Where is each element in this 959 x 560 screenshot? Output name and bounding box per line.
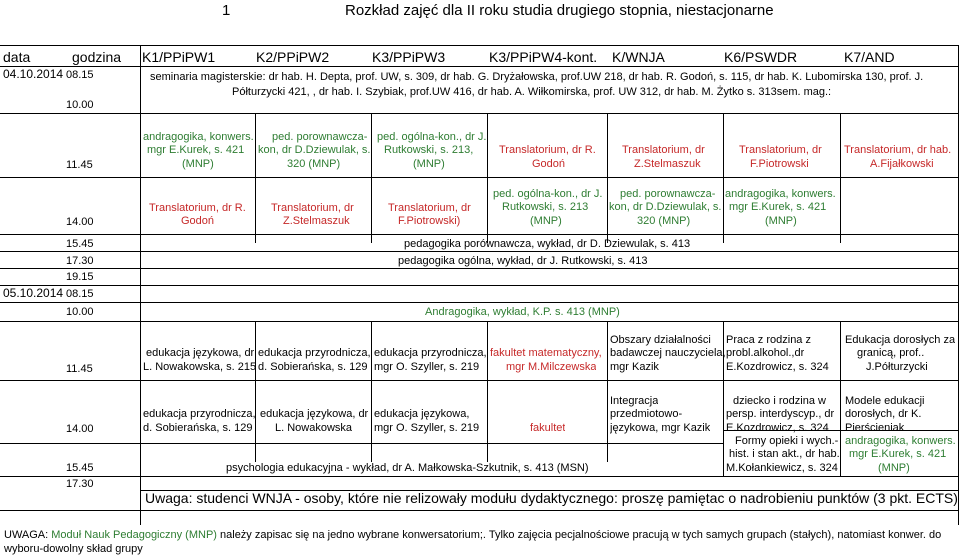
d2-1145-c7-l2: granicą, prof.. (857, 347, 925, 359)
d2-1400-c7-l2: dorosłych, dr K. (845, 408, 922, 420)
d1-1400-c4-l2: Rutkowski, s. 213 (502, 201, 589, 213)
d2-1400-c5-l2: przedmiotowo- (610, 408, 683, 420)
header-col-7: K7/AND (844, 49, 895, 65)
d1-1145-c4-l2: Godoń (532, 158, 566, 170)
d2-1400-c7-l3: Pierścieniak (845, 422, 905, 434)
d2-1145-c5-l1: Obszary działalności (610, 334, 711, 346)
d2-1145-c6-l3: E.Kozdrowicz, s. 324 (726, 361, 829, 373)
d2-1400-c3-l2: mgr O. Szyller, s. 219 (374, 422, 480, 434)
day2-time-1145: 11.45 (66, 363, 93, 375)
day2-date: 05.10.2014 (3, 286, 64, 300)
d2-1400-c6-l4: Formy opieki i wych.- (735, 435, 839, 447)
d1-1145-c2-l3: 320 (MNP) (287, 158, 341, 170)
d2-1400-c6-l5: hist. i stan akt., dr hab. (729, 448, 840, 460)
d2-1400-c5-l3: językowa, mgr Kazik (610, 422, 711, 434)
d1-1145-c5-l1: Translatorium, dr (622, 144, 705, 156)
d2-1400-c3-l1: edukacja językowa, (374, 408, 470, 420)
d1-1400-c5-l2: kon, dr D.Dziewulak, s. (609, 201, 722, 213)
day1-time-1730: 17.30 (66, 255, 94, 267)
d1-1400-c5-l3: 320 (MNP) (637, 215, 691, 227)
d1-1400-c1-l2: Godoń (181, 215, 215, 227)
day1-time-1400: 14.00 (66, 216, 94, 228)
day1-time-1915: 19.15 (66, 271, 94, 283)
day1-time-1145: 11.45 (66, 159, 93, 171)
day1-time-0815: 08.15 (66, 69, 94, 81)
d1-1145-c7-l1: Translatorium, dr hab. (844, 144, 952, 156)
d1-1400-c6-l3: (MNP) (765, 215, 797, 227)
day1-seminar-line1: seminaria magisterskie: dr hab. H. Depta, prof. UW, s. 309, dr hab. G. Dryżałowska, prof.UW 218, dr hab. R. Godoń, s. 115, dr hab. K. Lubomirska 130, prof. J. (150, 71, 924, 83)
day1-seminar-line2: Półturzycki 421, , dr hab. I. Szybiak, prof.UW 416, dr hab. A. Wiłkomirska, prof. UW 312, dr hab. M. Żytko s. 313sem. mag.: (232, 86, 832, 98)
d1-1145-c2-l1: ped. porownawcza- (272, 131, 368, 143)
d2-1145-c5-l3: mgr Kazik (610, 361, 659, 373)
day1-1545-lecture: pedagogika porównawcza, wykład, dr D. Dziewulak, s. 413 (404, 238, 691, 250)
day2-1000-lecture: Andragogika, wykład, K.P. s. 413 (MNP) (425, 306, 620, 318)
d1-1400-c3-l1: Translatorium, dr (388, 202, 471, 214)
day2-time-0815: 08.15 (66, 288, 94, 300)
d1-1400-c6-l1: andragogika, konwers. (725, 188, 836, 200)
d1-1145-c3-l1: ped. ogólna-kon., dr J. (377, 131, 487, 143)
day1-time-1545: 15.45 (66, 238, 94, 250)
d2-1145-c2-l2: d. Sobierańska, s. 129 (258, 361, 368, 373)
d1-1145-c5-l2: Z.Stelmaszuk (634, 158, 701, 170)
d2-1145-c6-l1: Praca z rodzina z (726, 334, 811, 346)
footer-line2: wyboru-dowolny skład grupy (4, 543, 143, 555)
d1-1400-c5-l1: ped. porownawcza- (620, 188, 716, 200)
title-number: 1 (222, 2, 231, 19)
header-col-3: K3/PPiPW3 (372, 49, 446, 65)
d2-1400-c2-l1: edukacja językowa, dr (260, 408, 369, 420)
d1-1145-c1-l3: (MNP) (182, 158, 214, 170)
footer-mnp: Moduł Nauk Pedagogiczny (MNP) (51, 529, 217, 541)
header-col-2: K2/PPiPW2 (256, 49, 330, 65)
d2-1400-c6-l6: M.Kołankiewicz, s. 324 (726, 462, 838, 474)
footer-line1 (4, 528, 941, 542)
d2-1145-c4-l2: mgr M.Milczewska (506, 361, 597, 373)
d1-1145-c3-l2: Rutkowski, s. 213, (384, 144, 474, 156)
d2-1400-c7-l1: Modele edukacji (845, 395, 925, 407)
d2-1400-c4-l1: fakultet (530, 422, 566, 434)
d2-1145-c6-l2: probl.alkohol.,dr (726, 347, 805, 359)
d1-1145-c1-l1: andragogika, konwers. (143, 131, 254, 143)
header-col-1: K1/PPiPW1 (142, 49, 216, 65)
d1-1145-c2-l2: kon, dr D.Dziewulak, s. (258, 144, 371, 156)
d1-1400-c2-l2: Z.Stelmaszuk (283, 215, 350, 227)
day1-time-1000: 10.00 (66, 99, 94, 111)
d1-1400-c4-l3: (MNP) (530, 215, 562, 227)
header-col-6: K6/PSWDR (724, 49, 798, 65)
day2-time-1400: 14.00 (66, 423, 94, 435)
footer-prefix: UWAGA: (4, 529, 52, 541)
d2-1145-c7-l1: Edukacja dorosłych za (845, 334, 956, 346)
header-data: data (3, 49, 31, 65)
d1-1400-c6-l2: mgr E.Kurek, s. 421 (729, 201, 827, 213)
day2-time-1730: 17.30 (66, 478, 94, 490)
day2-1545-lecture: psychologia edukacyjna - wykład, dr A. Małkowska-Szkutnik, s. 413 (MSN) (226, 462, 589, 474)
d2-1400-c7-l5: mgr E.Kurek, s. 421 (849, 448, 947, 460)
d1-1400-c1-l1: Translatorium, dr R. (149, 202, 246, 214)
d1-1145-c6-l1: Translatorium, dr (739, 144, 822, 156)
d2-1400-c1-l1: edukacja przyrodnicza, (143, 408, 256, 420)
d2-1145-c5-l2: badawczej nauczyciela, (610, 347, 726, 359)
d2-1400-c6-l1: dziecko i rodzina w (733, 395, 826, 407)
d2-1145-c7-l3: J.Półturzycki (866, 361, 928, 373)
header-col-4: K3/PPiPW4-kont. (489, 49, 598, 65)
d1-1145-c6-l2: F.Piotrowski (750, 158, 809, 170)
header-col-5: K/WNJA (612, 49, 665, 65)
d2-1145-c3-l2: mgr O. Szyller, s. 219 (374, 361, 480, 373)
d1-1145-c7-l2: A.Fijałkowski (870, 158, 934, 170)
d2-1145-c1-l2: L. Nowakowska, s. 215 (143, 361, 257, 373)
d2-1400-c2-l2: L. Nowakowska (275, 422, 353, 434)
day2-time-1000: 10.00 (66, 306, 94, 318)
d2-1145-c3-l1: edukacja przyrodnicza, (374, 347, 487, 359)
d2-1400-c7-l4: andragogika, konwers. (845, 435, 956, 447)
day2-time-1545: 15.45 (66, 462, 94, 474)
d2-1145-c1-l1: edukacja językowa, dr (146, 347, 255, 359)
d2-1400-c5-l1: Integracja (610, 395, 659, 407)
header-godzina: godzina (72, 49, 122, 65)
d2-1400-c6-l3: E.Kozdrowicz, s. 324 (726, 422, 829, 434)
wnja-notice: Uwaga: studenci WNJA - osoby, które nie relizowały modułu dydaktycznego: proszę pamiętac o nadrobieniu punktów (3 pkt. ECTS) (145, 490, 958, 506)
page-title: Rozkład zajęć dla II roku studia drugiego stopnia, niestacjonarne (345, 2, 774, 19)
d2-1400-c6-l2: persp. interdyscyp., dr (726, 408, 835, 420)
d1-1400-c4-l1: ped. ogólna-kon., dr J. (493, 188, 603, 200)
footer-rest: należy zapisac się na jedno wybrane konwersatorium;. Tylko zajęcia pecjalnościowe pracują w tych samych grupach (stałych), natomiast konwer. do (216, 529, 942, 541)
d1-1400-c2-l1: Translatorium, dr (271, 202, 354, 214)
d1-1145-c3-l3: (MNP) (413, 158, 445, 170)
d1-1400-c3-l2: F.Piotrowski) (398, 215, 461, 227)
d1-1145-c4-l1: Translatorium, dr R. (499, 144, 596, 156)
d2-1400-c7-l6: (MNP) (878, 462, 910, 474)
day1-date: 04.10.2014 (3, 67, 64, 81)
d2-1145-c2-l1: edukacja przyrodnicza, (258, 347, 371, 359)
d2-1145-c4-l1: fakultet matematyczny, (490, 347, 602, 359)
day1-1730-lecture: pedagogika ogólna, wykład, dr J. Rutkowski, s. 413 (398, 255, 648, 267)
d1-1145-c1-l2: mgr E.Kurek, s. 421 (147, 144, 245, 156)
d2-1400-c1-l2: d. Sobierańska, s. 129 (143, 422, 253, 434)
